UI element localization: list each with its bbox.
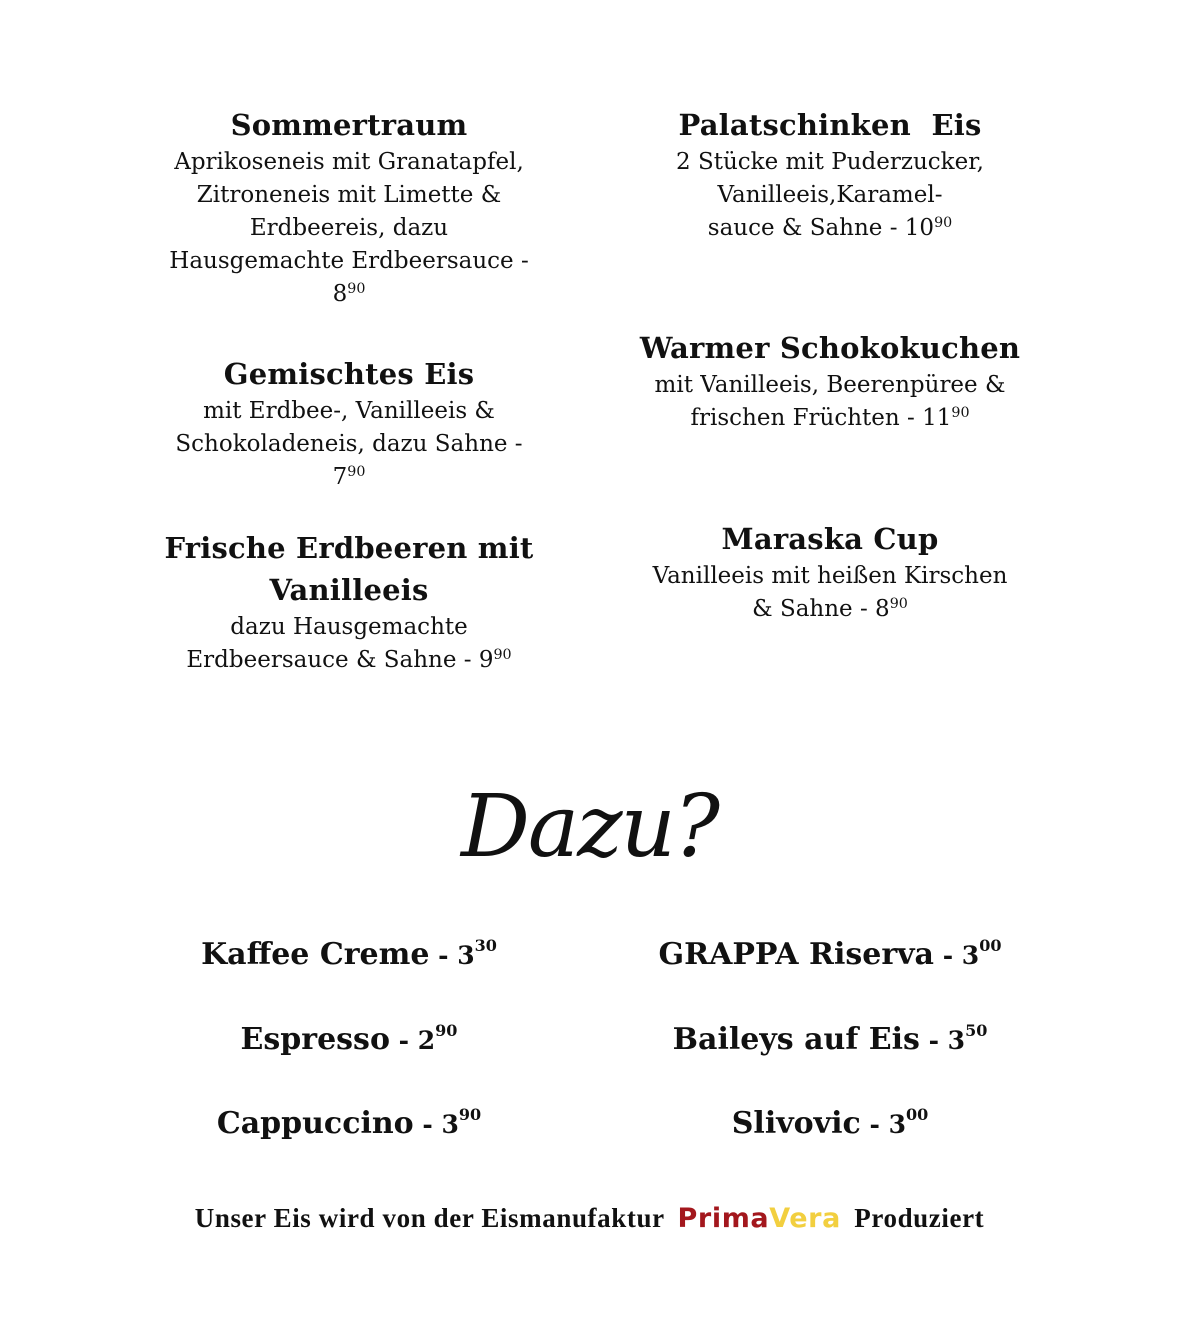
footer-note xyxy=(0,1196,1179,1241)
item-title xyxy=(164,527,534,611)
price-cents: 90 xyxy=(889,596,908,613)
price-cents: 00 xyxy=(905,1105,929,1125)
item-description xyxy=(164,395,534,494)
item-description xyxy=(636,369,1024,435)
price-cents: 90 xyxy=(493,647,512,664)
title-line: Vanilleeis xyxy=(269,573,429,607)
drink-name: Espresso xyxy=(240,1022,390,1057)
price-cents: 00 xyxy=(979,936,1002,956)
price-main: 3 xyxy=(441,1110,459,1139)
price-cents: 50 xyxy=(965,1021,988,1041)
desc-text: & Sahne - 8 xyxy=(752,596,890,622)
item-title: Palatschinken Eis xyxy=(678,108,982,142)
desc-text: frischen Früchten - 11 xyxy=(690,405,952,431)
price-cents: 90 xyxy=(347,464,366,481)
desc-line: dazu Hausgemachte xyxy=(230,614,468,640)
price-main: 8 xyxy=(332,281,348,307)
drink-name: GRAPPA Riserva xyxy=(658,937,934,972)
drink-name: Baileys auf Eis xyxy=(672,1022,920,1057)
drink-kaffee-creme xyxy=(164,935,534,976)
item-description xyxy=(164,146,534,311)
drink-baileys-auf-eis xyxy=(630,1020,1030,1061)
desc-line: mit Vanilleeis, Beerenpüree & xyxy=(654,372,1006,398)
item-title: Maraska Cup xyxy=(721,522,939,556)
title-line: Frische Erdbeeren mit xyxy=(164,531,534,565)
drink-price-separator: - xyxy=(934,941,962,970)
drink-grappa-riserva xyxy=(630,935,1030,976)
drink-name: Kaffee Creme xyxy=(201,937,430,972)
desc-line: Hausgemachte Erdbeersauce - xyxy=(169,248,529,274)
desc-line: 2 Stücke mit Puderzucker, xyxy=(676,149,984,175)
price-main: 2 xyxy=(417,1026,436,1055)
price-main: 3 xyxy=(947,1026,966,1055)
brand-vera: Vera xyxy=(769,1203,841,1234)
desc-line: Zitroneneis mit Limette & xyxy=(196,182,502,208)
section-heading-dazu: Dazu? xyxy=(460,777,719,877)
price-cents: 30 xyxy=(474,936,497,956)
price-main: 3 xyxy=(961,941,980,970)
item-title: Gemischtes Eis xyxy=(223,357,475,391)
desc-line: Schokoladeneis, dazu Sahne - xyxy=(175,431,523,457)
price-main: 3 xyxy=(888,1110,906,1139)
price xyxy=(164,278,534,311)
drink-price-separator: - xyxy=(389,1026,418,1055)
desc-text: sauce & Sahne - 10 xyxy=(707,215,935,241)
desc-text: Erdbeersauce & Sahne - 9 xyxy=(186,647,494,673)
desc-line-with-price xyxy=(636,212,1024,245)
desc-line: Aprikoseneis mit Granatapfel, xyxy=(174,149,524,175)
footer-text-after: Produziert xyxy=(854,1203,985,1233)
brand-prima: Prima xyxy=(677,1203,770,1234)
desc-line: Vanilleeis mit heißen Kirschen xyxy=(652,563,1008,589)
menu-item-maraska-cup xyxy=(636,518,1024,626)
footer-text-before: Unser Eis wird von der Eismanufaktur xyxy=(194,1203,665,1233)
item-description xyxy=(164,611,534,677)
price-cents: 90 xyxy=(347,281,366,298)
item-title: Warmer Schokokuchen xyxy=(639,331,1021,365)
drink-price-separator: - xyxy=(429,941,458,970)
price-cents: 90 xyxy=(951,405,970,422)
menu-item-frische-erdbeeren xyxy=(164,527,534,677)
drink-price-separator: - xyxy=(860,1110,889,1139)
price xyxy=(164,461,534,494)
menu-item-palatschinken-eis xyxy=(636,104,1024,245)
item-description xyxy=(636,560,1024,626)
desc-line-with-price xyxy=(636,593,1024,626)
drink-slivovic xyxy=(630,1104,1030,1145)
menu-item-sommertraum xyxy=(164,104,534,311)
price-main: 7 xyxy=(332,464,348,490)
desc-line-with-price xyxy=(636,402,1024,435)
desc-line: mit Erdbee-, Vanilleeis & xyxy=(203,398,495,424)
drink-price-separator: - xyxy=(919,1026,948,1055)
item-description xyxy=(636,146,1024,245)
desc-line: Vanilleeis,Karamel- xyxy=(717,182,943,208)
desc-line: Erdbeereis, dazu xyxy=(249,215,449,241)
desc-line-with-price xyxy=(164,644,534,677)
price-cents: 90 xyxy=(458,1105,482,1125)
item-title: Sommertraum xyxy=(230,108,468,142)
price-main: 3 xyxy=(457,941,475,970)
drink-name: Cappuccino xyxy=(216,1106,414,1141)
drink-name: Slivovic xyxy=(731,1106,861,1141)
drink-cappuccino xyxy=(164,1104,534,1145)
menu-item-warmer-schokokuchen xyxy=(636,327,1024,435)
brand-logo-primavera xyxy=(678,1203,841,1234)
price-cents: 90 xyxy=(934,215,953,232)
menu-item-gemischtes-eis xyxy=(164,353,534,494)
drink-espresso xyxy=(164,1020,534,1061)
drink-price-separator: - xyxy=(413,1110,442,1139)
price-cents: 90 xyxy=(435,1021,458,1041)
